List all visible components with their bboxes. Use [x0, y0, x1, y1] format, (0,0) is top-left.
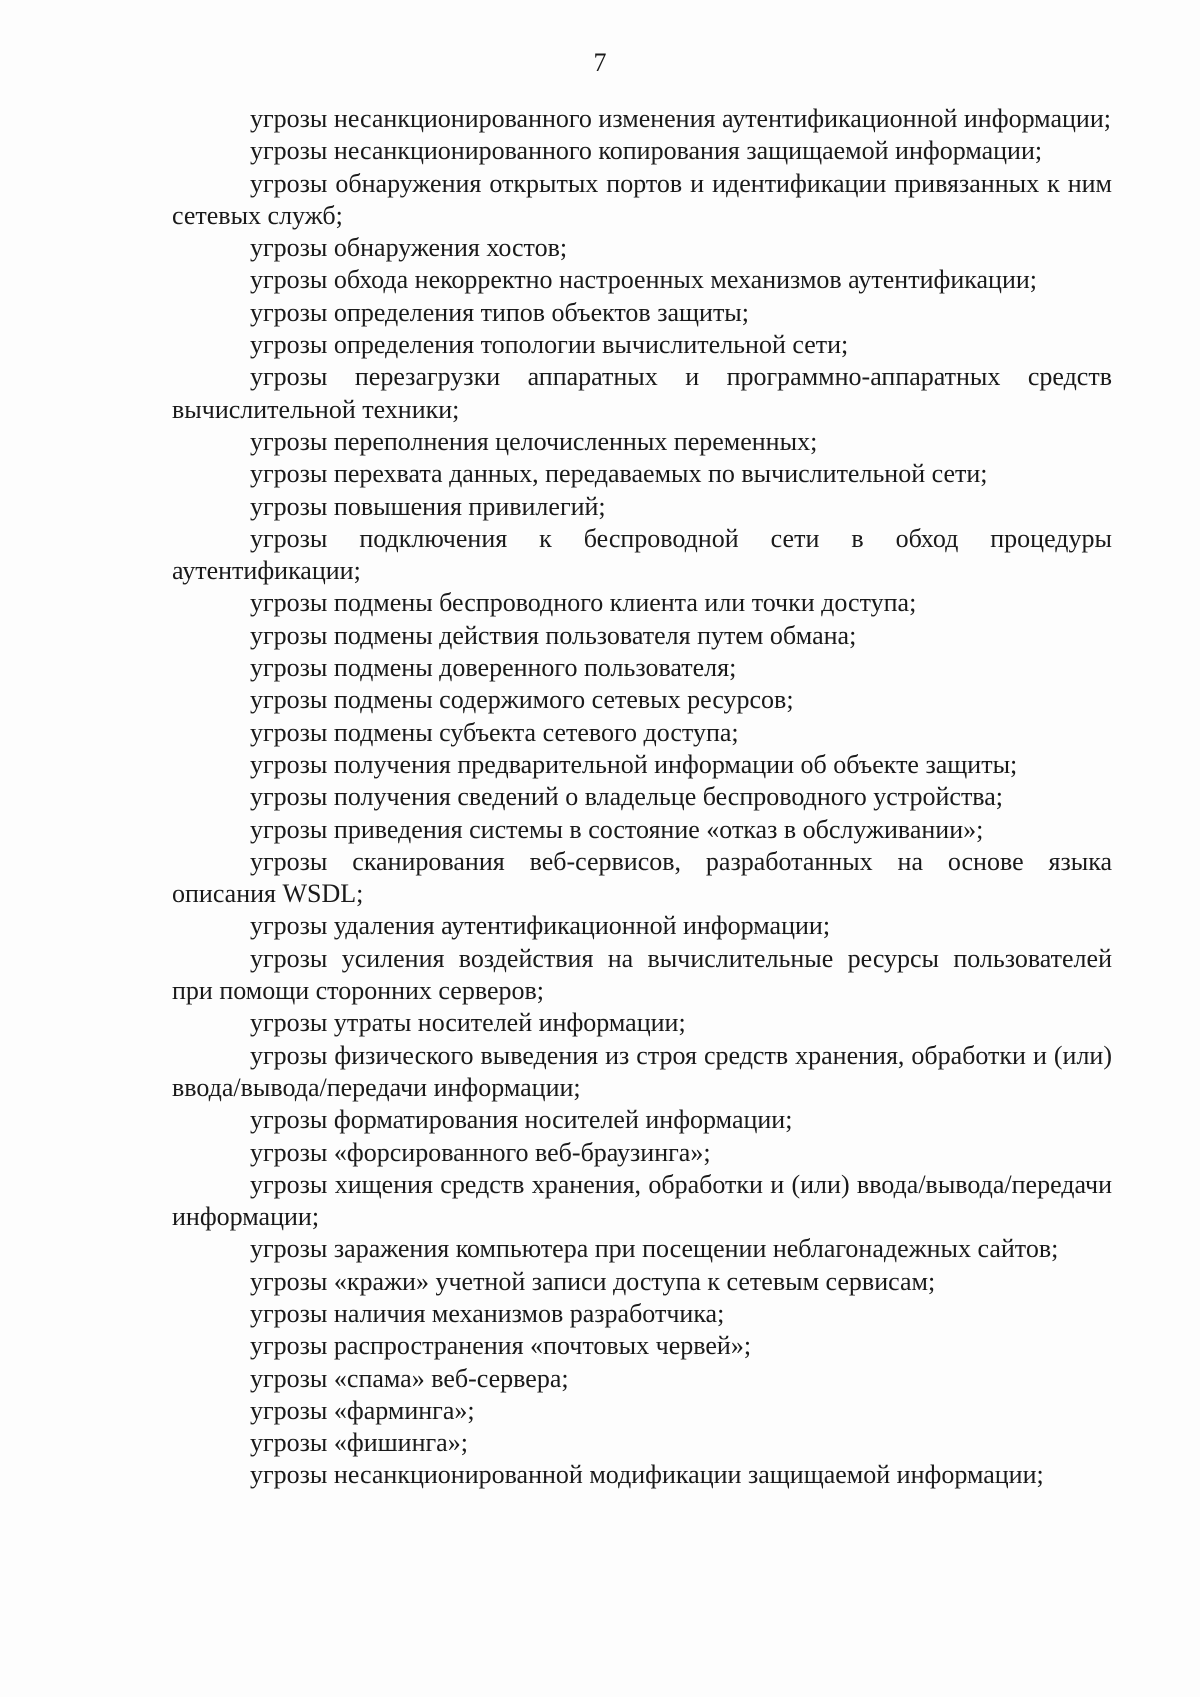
- list-item: угрозы форматирования носителей информации;: [250, 1105, 793, 1135]
- list-item: угрозы «кражи» учетной записи доступа к сетевым сервисам;: [250, 1266, 936, 1296]
- list-item: угрозы удаления аутентификационной информации;: [250, 911, 831, 941]
- list-item: угрозы обнаружения хостов;: [250, 233, 568, 263]
- list-item: угрозы получения сведений о владельце беспроводного устройства;: [250, 782, 1003, 812]
- list-item: угрозы «фарминга»;: [250, 1395, 475, 1425]
- list-item: угрозы распространения «почтовых червей»;: [250, 1331, 752, 1361]
- list-item: угрозы подмены действия пользователя путем обмана;: [250, 620, 857, 650]
- list-item: угрозы перехвата данных, передаваемых по вычислительной сети;: [250, 459, 988, 489]
- list-item: угрозы перезагрузки аппаратных и программно-аппаратных средств вычислительной техники;: [172, 362, 1112, 424]
- list-item: угрозы «спама» веб-сервера;: [250, 1363, 569, 1393]
- list-item: угрозы «фишинга»;: [250, 1428, 468, 1458]
- list-item: угрозы подмены доверенного пользователя;: [250, 653, 737, 683]
- list-item: угрозы подмены субъекта сетевого доступа;: [250, 717, 739, 747]
- threat-list: [172, 103, 1112, 1492]
- list-item: угрозы обнаружения открытых портов и идентификации привязанных к ним сетевых служб;: [172, 168, 1112, 230]
- list-item: угрозы повышения привилегий;: [250, 491, 606, 521]
- list-item: угрозы физического выведения из строя средств хранения, обработки и (или) ввода/вывода/передачи информации;: [172, 1040, 1112, 1102]
- list-item: угрозы подмены беспроводного клиента или точки доступа;: [250, 588, 917, 618]
- list-item: угрозы наличия механизмов разработчика;: [250, 1298, 725, 1328]
- list-item: угрозы определения топологии вычислительной сети;: [250, 330, 849, 360]
- list-item: угрозы «форсированного веб-браузинга»;: [250, 1137, 711, 1167]
- list-item: угрозы переполнения целочисленных переменных;: [250, 426, 818, 456]
- page-number: 7: [593, 48, 607, 77]
- list-item: угрозы приведения системы в состояние «отказ в обслуживании»;: [250, 814, 984, 844]
- list-item: угрозы хищения средств хранения, обработки и (или) ввода/вывода/передачи информации;: [172, 1169, 1112, 1232]
- list-item: угрозы утраты носителей информации;: [250, 1008, 686, 1038]
- list-item: угрозы несанкционированного копирования защищаемой информации;: [250, 136, 1043, 166]
- list-item: угрозы получения предварительной информации об объекте защиты;: [250, 749, 1018, 779]
- list-item: угрозы подмены содержимого сетевых ресурсов;: [250, 685, 794, 715]
- list-item: угрозы несанкционированной модификации защищаемой информации;: [250, 1460, 1044, 1490]
- list-item: угрозы несанкционированного изменения аутентификационной информации;: [250, 104, 1111, 133]
- list-item: угрозы обхода некорректно настроенных механизмов аутентификации;: [250, 265, 1037, 295]
- list-item: угрозы определения типов объектов защиты;: [250, 297, 750, 327]
- list-item: угрозы сканирования веб-сервисов, разработанных на основе языка описания WSDL;: [172, 846, 1112, 909]
- list-item: угрозы заражения компьютера при посещении неблагонадежных сайтов;: [250, 1234, 1059, 1264]
- list-item: угрозы усиления воздействия на вычислительные ресурсы пользователей при помощи сторонних серверов;: [172, 943, 1112, 1006]
- list-item: угрозы подключения к беспроводной сети в обход процедуры аутентификации;: [172, 523, 1112, 586]
